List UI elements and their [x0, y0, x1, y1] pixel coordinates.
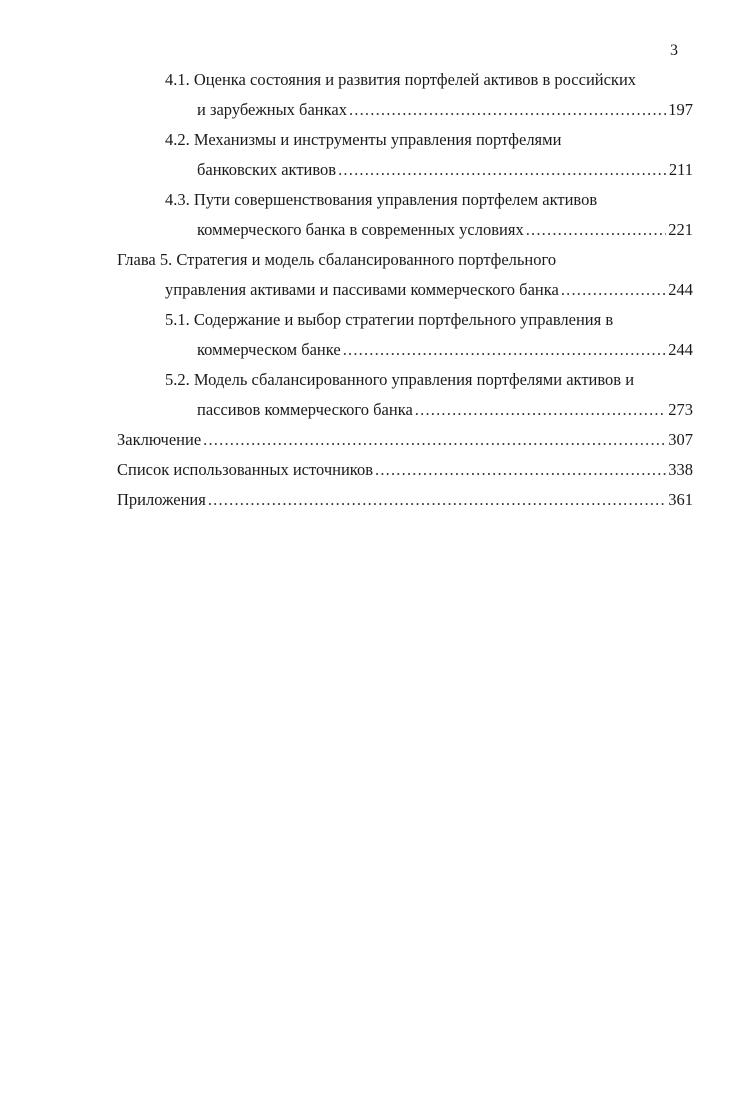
toc-item-appendices: [117, 488, 693, 512]
toc-item-4-2-line2: [197, 158, 693, 182]
toc-item-text: коммерческом банке: [197, 340, 341, 359]
toc-chapter-5-line2: [165, 278, 693, 302]
toc-chapter-5-line1: [117, 248, 556, 272]
toc-item-text: 4.1. Оценка состояния и развития портфелей активов в российских: [165, 70, 637, 89]
toc-item-text: Заключение: [117, 430, 202, 449]
toc-item-text: Список использованных источников: [117, 460, 373, 479]
dot-leader: [349, 98, 666, 122]
dot-leader: [526, 218, 667, 242]
toc-item-text: Глава 5. Стратегия и модель сбалансированного портфельного: [117, 250, 557, 269]
toc-item-4-1-line2: [197, 98, 693, 122]
dot-leader: [343, 338, 667, 362]
dot-leader: [208, 488, 666, 512]
toc-page-number: 221: [668, 220, 693, 239]
toc-page-number: 273: [668, 400, 693, 419]
toc-item-4-3-line2: [197, 218, 693, 242]
toc-item-text: и зарубежных банках: [197, 100, 347, 119]
toc-item-text: управления активами и пассивами коммерческого банка: [165, 280, 559, 299]
dot-leader: [203, 428, 666, 452]
toc-item-text: Приложения: [117, 490, 206, 509]
toc-item-references: [117, 458, 693, 482]
toc-item-text: банковских активов: [197, 160, 337, 179]
dot-leader: [415, 398, 666, 422]
toc-item-5-2-line2: [197, 398, 693, 422]
toc-page-number: 197: [668, 100, 693, 119]
dot-leader: [375, 458, 666, 482]
toc-item-conclusion: [117, 428, 693, 452]
toc-item-text: 5.2. Модель сбалансированного управления портфелями активов и: [165, 370, 635, 389]
toc-page-number: 211: [668, 160, 693, 179]
toc-item-4-3-line1: [165, 188, 597, 212]
toc-item-text: коммерческого банка в современных условиях: [197, 220, 524, 239]
toc-item-text: 4.3. Пути совершенствования управления портфелем активов: [165, 190, 598, 209]
toc-item-5-1-line1: [165, 308, 613, 332]
toc-page-number: 244: [668, 280, 693, 299]
dot-leader: [561, 278, 666, 302]
toc-item-4-1-line1: [165, 68, 636, 92]
toc-page-number: 307: [668, 430, 693, 449]
toc-page-number: 338: [668, 460, 693, 479]
toc-item-5-2-line1: [165, 368, 634, 392]
toc-page-number: 244: [668, 340, 693, 359]
toc-item-text: 4.2. Механизмы и инструменты управления портфелями: [165, 130, 562, 149]
toc-page-number: 361: [668, 490, 693, 509]
toc-item-4-2-line1: [165, 128, 561, 152]
dot-leader: [338, 158, 667, 182]
page-number: 3: [670, 42, 678, 59]
toc-item-text: 5.1. Содержание и выбор стратегии портфельного управления в: [165, 310, 614, 329]
toc-item-text: пассивов коммерческого банка: [197, 400, 413, 419]
toc-item-5-1-line2: [197, 338, 693, 362]
